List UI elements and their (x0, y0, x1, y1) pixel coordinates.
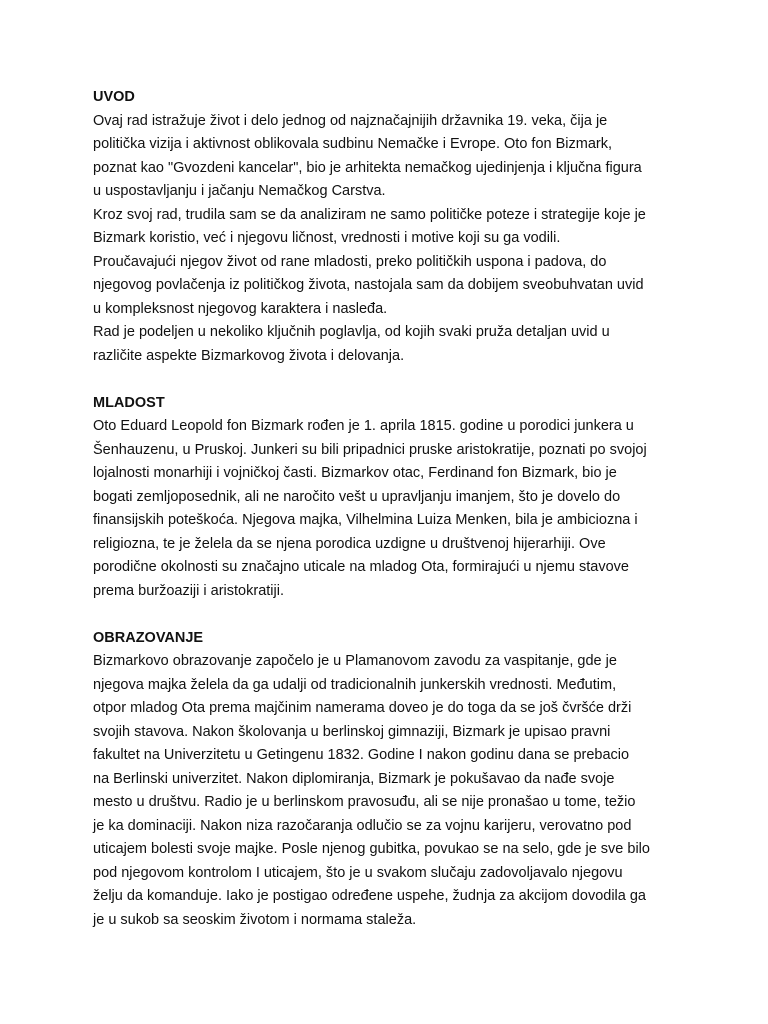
paragraph-line: lojalnosti monarhiji i vojničkoj časti. Bizmarkov otac, Ferdinand fon Bizmark, bio je (93, 465, 617, 481)
paragraph-line: u kompleksnost njegovog karaktera i nasleđa. (93, 300, 388, 317)
paragraph-line: mesto u društvu. Radio je u berlinskom pravosuđu, ali se nije pronašao u tome, težio (93, 794, 636, 810)
paragraph-line: Ovaj rad istražuje život i delo jednog od najznačajnijih državnika 19. veka, čija je (93, 112, 608, 129)
paragraph-line: prema buržoaziji i aristokratiji. (93, 582, 284, 599)
paragraph-line: njegova majka želela da ga udalji od tradicionalnih junkerskih vrednosti. Međutim, (93, 676, 617, 693)
document-body (93, 86, 693, 956)
paragraph-line: religiozna, te je želela da se njena porodica uzdigne u društvenoj hijerarhiji. Ove (93, 535, 606, 552)
paragraph-line: Rad je podeljen u nekoliko ključnih poglavlja, od kojih svaki pruža detaljan uvid u (93, 324, 610, 340)
paragraph-line: pod njegovom kontrolom I uticajem, što je u svakom slučaju zadovoljavalo njegovu (93, 864, 623, 881)
paragraph-line: je ka dominaciji. Nakon niza razočaranja odlučio se za vojnu karijeru, verovatno pod (93, 817, 632, 834)
paragraph-line: različite aspekte Bizmarkovog života i delovanja. (93, 347, 405, 364)
paragraph-line: svojih stavova. Nakon školovanja u berlinskoj gimnaziji, Bizmark je upisao pravni (93, 723, 611, 740)
paragraph-line: želju da komanduje. Iako je postigao određene uspehe, žudnja za akcijom dovodila ga (93, 888, 646, 904)
section-mladost (93, 392, 693, 604)
paragraph-line: Proučavajući njegov život od rane mladosti, preko političkih uspona i padova, do (93, 253, 607, 270)
paragraph-line: otpor mladog Ota prema majčinim namerama doveo je do toga da se još čvršće drži (93, 700, 632, 716)
section-heading: UVOD (93, 89, 135, 105)
paragraph-line: Oto Eduard Leopold fon Bizmark rođen je 1. aprila 1815. godine u porodici junkera u (93, 418, 634, 434)
paragraph-line: na Berlinski univerzitet. Nakon diplomiranja, Bizmark je pokušavao da nađe svoje (93, 770, 615, 787)
paragraph-line: Kroz svoj rad, trudila sam se da analiziram ne samo političke poteze i strategije koje je (93, 206, 646, 223)
paragraph-line: poznat kao "Gvozdeni kancelar", bio je arhitekta nemačkog ujedinjenja i ključna figura (93, 159, 642, 176)
paragraph-line: Bizmarkovo obrazovanje započelo je u Plamanovom zavodu za vaspitanje, gde je (93, 653, 617, 669)
section-uvod (93, 86, 693, 368)
paragraph-line: Šenhauzenu, u Pruskoj. Junkeri su bili pripadnici pruske aristokratije, poznati po svojoj (93, 441, 647, 458)
section-heading: OBRAZOVANJE (93, 629, 204, 646)
paragraph-line: politička vizija i aktivnost oblikovala sudbinu Nemačke i Evrope. Oto fon Bizmark, (93, 136, 613, 152)
paragraph-line: finansijskih poteškoća. Njegova majka, Vilhelmina Luiza Menken, bila je ambiciozna i (93, 512, 638, 528)
paragraph-line: Bizmark koristio, već i njegovu ličnost, vrednosti i motive koji su ga vodili. (93, 230, 561, 246)
paragraph-line: njegovog povlačenja iz političkog života, nastojala sam da dobijem sveobuhvatan uvid (93, 277, 644, 293)
paragraph-line: je u sukob sa seoskim životom i normama staleža. (93, 911, 417, 928)
paragraph-line: porodične okolnosti su značajno uticale na mladog Ota, formirajući u njemu stavove (93, 559, 629, 575)
paragraph-line: u uspostavljanju i jačanju Nemačkog Carstva. (93, 183, 386, 199)
section-heading: MLADOST (93, 394, 165, 411)
section-obrazovanje (93, 627, 693, 933)
paragraph-line: bogati zemljoposednik, ali ne naročito vešt u upravljanju imanjem, što je dovelo do (93, 488, 621, 505)
paragraph-line: fakultet na Univerzitetu u Getingenu 1832. Godine I nakon godinu dana se prebacio (93, 747, 630, 763)
paragraph-line: uticajem bolesti svoje majke. Posle njenog gubitka, povukao se na selo, gde je sve bilo (93, 841, 650, 857)
